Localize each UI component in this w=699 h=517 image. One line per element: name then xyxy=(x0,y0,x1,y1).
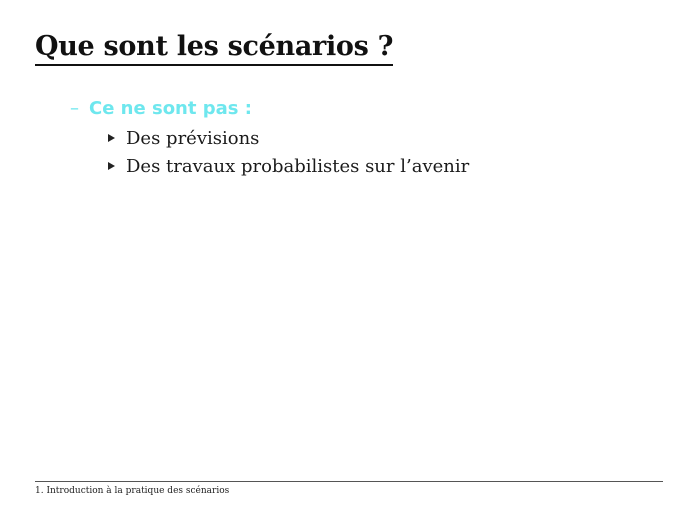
triangle-right-icon xyxy=(108,162,115,170)
dash-marker: – xyxy=(70,98,79,119)
list-item-text: Des travaux probabilistes sur l’avenir xyxy=(126,155,470,177)
section-heading xyxy=(70,96,670,122)
bullet-list xyxy=(70,124,670,180)
footer-divider xyxy=(35,481,663,482)
slide-title: Que sont les scénarios ? xyxy=(35,31,394,62)
list-item xyxy=(108,124,670,152)
section-heading-text: Ce ne sont pas : xyxy=(89,98,252,119)
title-underline xyxy=(35,64,393,66)
list-item xyxy=(108,152,670,180)
list-item-text: Des prévisions xyxy=(126,127,260,149)
triangle-right-icon xyxy=(108,134,115,142)
content-section xyxy=(70,96,670,180)
footer-text: 1. Introduction à la pratique des scénarios xyxy=(35,486,230,496)
